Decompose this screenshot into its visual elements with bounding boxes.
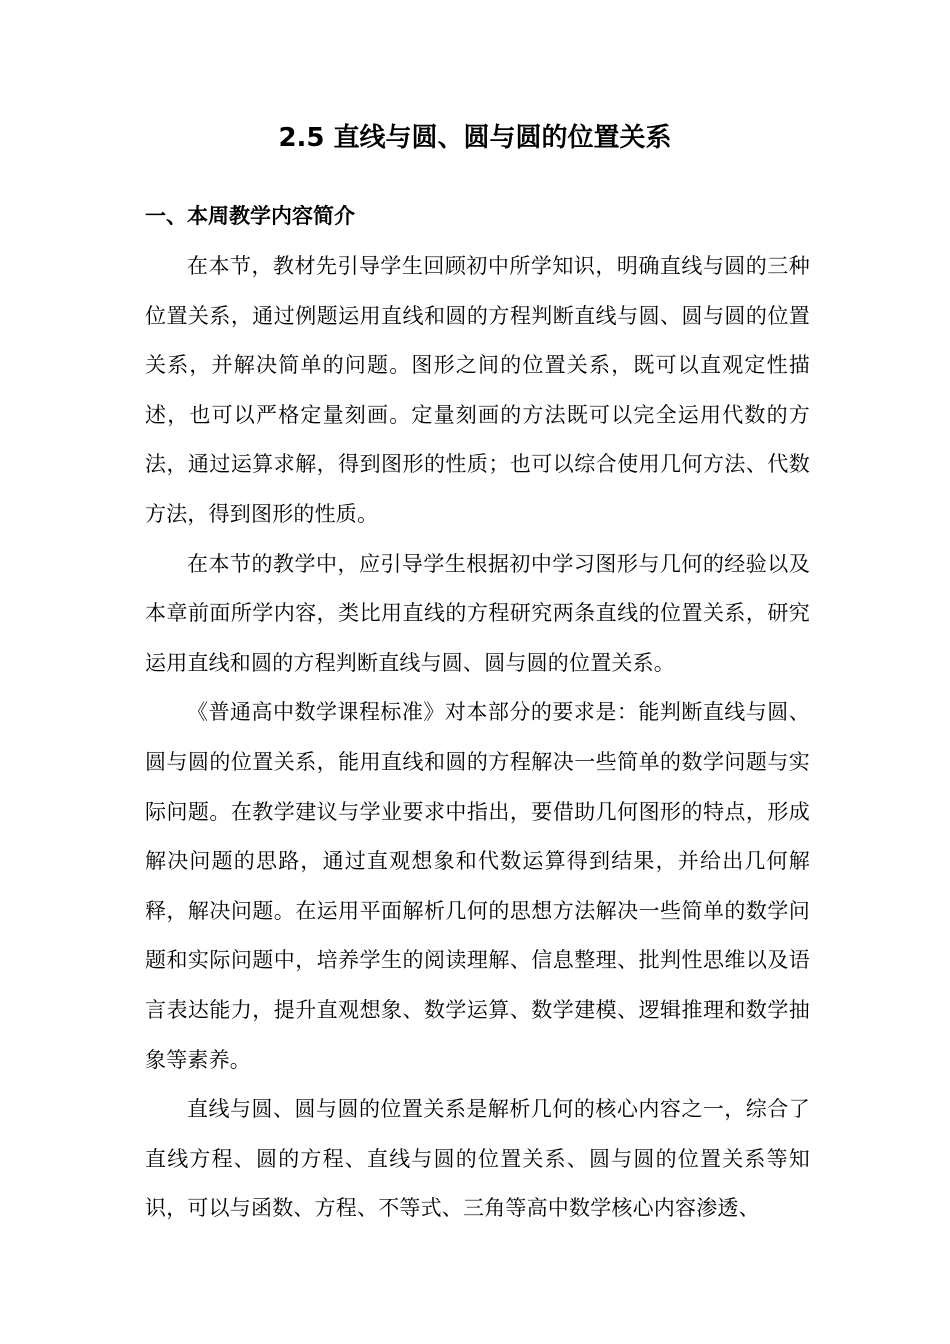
paragraph-2: 在本节的教学中，应引导学生根据初中学习图形与几何的经验以及本章前面所学内容，类比用直线的方程研究两条直线的位置关系，研究运用直线和圆的方程判断直线与圆、圆与圆的位置关系。 bbox=[145, 551, 810, 675]
paragraph-1: 在本节，教材先引导学生回顾初中所学知识，明确直线与圆的三种位置关系，通过例题运用直线和圆的方程判断直线与圆、圆与圆的位置关系，并解决简单的问题。图形之间的位置关系，既可以直观定性描述，也可以严格定量刻画。定量刻画的方法既可以完全运用代数的方法，通过运算求解，得到图形的性质；也可以综合使用几何方法、代数方法，得到图形的性质。 bbox=[145, 254, 810, 526]
body-text bbox=[145, 242, 810, 1234]
paragraph-4: 直线与圆、圆与圆的位置关系是解析几何的核心内容之一，综合了直线方程、圆的方程、直线与圆的位置关系、圆与圆的位置关系等知识，可以与函数、方程、不等式、三角等高中数学核心内容渗透、 bbox=[145, 1097, 810, 1221]
document-title: 2.5 直线与圆、圆与圆的位置关系 bbox=[278, 123, 672, 153]
section-heading: 一、本周教学内容简介 bbox=[145, 204, 355, 228]
paragraph-3: 《普通高中数学课程标准》对本部分的要求是：能判断直线与圆、圆与圆的位置关系，能用直线和圆的方程解决一些简单的数学问题与实际问题。在教学建议与学业要求中指出，要借助几何图形的特点，形成解决问题的思路，通过直观想象和代数运算得到结果，并给出几何解释，解决问题。在运用平面解析几何的思想方法解决一些简单的数学问题和实际问题中，培养学生的阅读理解、信息整理、批判性思维以及语言表达能力，提升直观想象、数学运算、数学建模、逻辑推理和数学抽象等素养。 bbox=[145, 700, 810, 1072]
